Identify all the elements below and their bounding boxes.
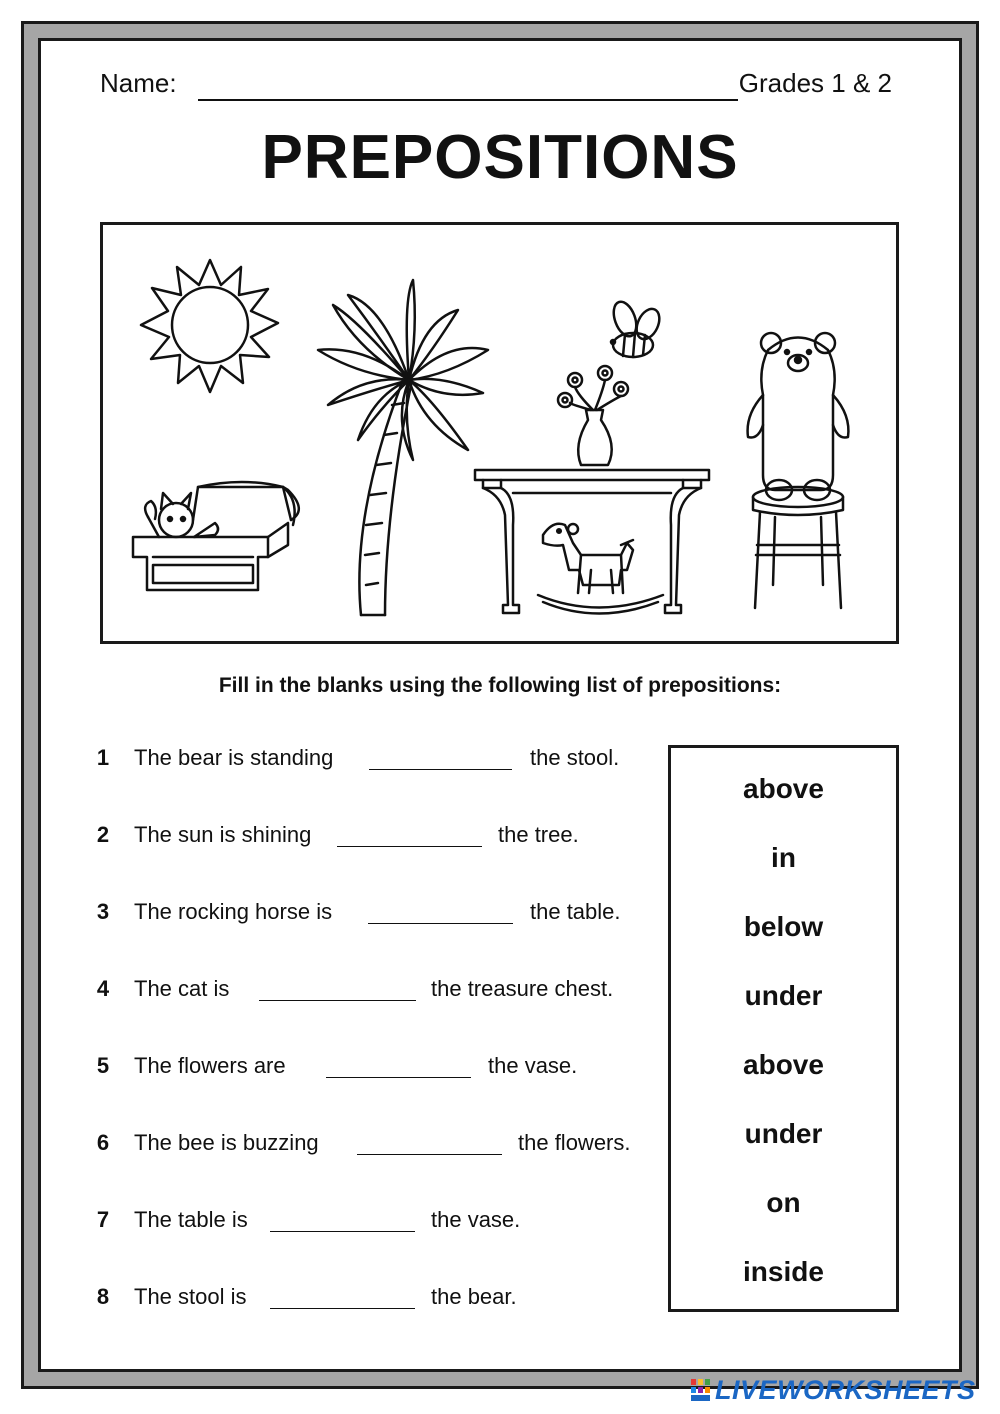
question-text: The stool is bbox=[134, 1284, 247, 1309]
question-row bbox=[0, 1284, 660, 1316]
answer-blank[interactable] bbox=[357, 1154, 502, 1155]
word-bank bbox=[668, 745, 899, 1312]
word-bank-item: under bbox=[744, 980, 823, 1011]
question-number: 5 bbox=[96, 1053, 110, 1078]
question-row bbox=[0, 1207, 660, 1239]
sun-icon bbox=[141, 260, 278, 392]
answer-blank[interactable] bbox=[326, 1077, 471, 1078]
question-text: The sun is shining bbox=[134, 822, 312, 847]
grades-label: Grades 1 & 2 bbox=[738, 68, 892, 98]
question-number: 7 bbox=[96, 1207, 110, 1232]
question-text-end: the flowers. bbox=[518, 1130, 631, 1155]
word-bank-item: inside bbox=[743, 1256, 824, 1287]
question-number: 2 bbox=[96, 822, 110, 847]
cat-in-chest-icon bbox=[133, 482, 299, 590]
rocking-horse-icon bbox=[538, 524, 663, 614]
question-text: The bear is standing bbox=[134, 745, 334, 770]
word-bank-item: on bbox=[766, 1187, 801, 1218]
answer-blank[interactable] bbox=[270, 1308, 415, 1309]
question-text-end: the vase. bbox=[431, 1207, 521, 1232]
question-text: The bee is buzzing bbox=[134, 1130, 319, 1155]
liveworksheets-text: LIVEWORKSHEETS bbox=[715, 1374, 976, 1405]
question-row bbox=[0, 1130, 660, 1162]
word-bank-item: above bbox=[743, 1049, 824, 1080]
table-icon bbox=[475, 470, 709, 613]
question-text: The table is bbox=[134, 1207, 248, 1232]
question-number: 8 bbox=[96, 1284, 110, 1309]
question-text-end: the vase. bbox=[488, 1053, 578, 1078]
question-row bbox=[0, 745, 660, 777]
question-number: 4 bbox=[96, 976, 110, 1001]
word-bank-item: above bbox=[743, 773, 824, 804]
question-text: The cat is bbox=[134, 976, 230, 1001]
question-text: The flowers are bbox=[134, 1053, 286, 1078]
bee-icon bbox=[609, 299, 663, 357]
question-number: 1 bbox=[96, 745, 110, 770]
question-number: 6 bbox=[96, 1130, 110, 1155]
word-bank-item: in bbox=[771, 842, 796, 873]
question-text-end: the treasure chest. bbox=[431, 976, 614, 1001]
question-row bbox=[0, 899, 660, 931]
stool-icon bbox=[753, 487, 843, 608]
flower-vase-icon bbox=[558, 366, 628, 465]
page-title: PREPOSITIONS bbox=[261, 123, 739, 192]
illustration-panel bbox=[100, 222, 899, 644]
word-bank-item: under bbox=[744, 1118, 823, 1149]
answer-blank[interactable] bbox=[369, 769, 512, 770]
bear-icon bbox=[748, 333, 849, 500]
answer-blank[interactable] bbox=[337, 846, 482, 847]
palm-tree-icon bbox=[318, 280, 488, 615]
answer-blank[interactable] bbox=[270, 1231, 415, 1232]
question-text-end: the tree. bbox=[498, 822, 579, 847]
instruction-text: Fill in the blanks using the following list of prepositions: bbox=[218, 674, 782, 697]
question-row bbox=[0, 976, 660, 1008]
answer-blank[interactable] bbox=[368, 923, 513, 924]
question-row bbox=[0, 1053, 660, 1085]
question-row bbox=[0, 822, 660, 854]
question-text-end: the stool. bbox=[530, 745, 620, 770]
answer-blank[interactable] bbox=[259, 1000, 416, 1001]
question-text-end: the bear. bbox=[431, 1284, 517, 1309]
name-field[interactable] bbox=[198, 99, 738, 101]
question-number: 3 bbox=[96, 899, 110, 924]
question-text: The rocking horse is bbox=[134, 899, 333, 924]
word-bank-item: below bbox=[743, 911, 824, 942]
liveworksheets-logo-icon bbox=[690, 1377, 712, 1403]
liveworksheets-logo bbox=[690, 1375, 976, 1405]
question-text-end: the table. bbox=[530, 899, 621, 924]
name-label: Name: bbox=[100, 68, 177, 98]
